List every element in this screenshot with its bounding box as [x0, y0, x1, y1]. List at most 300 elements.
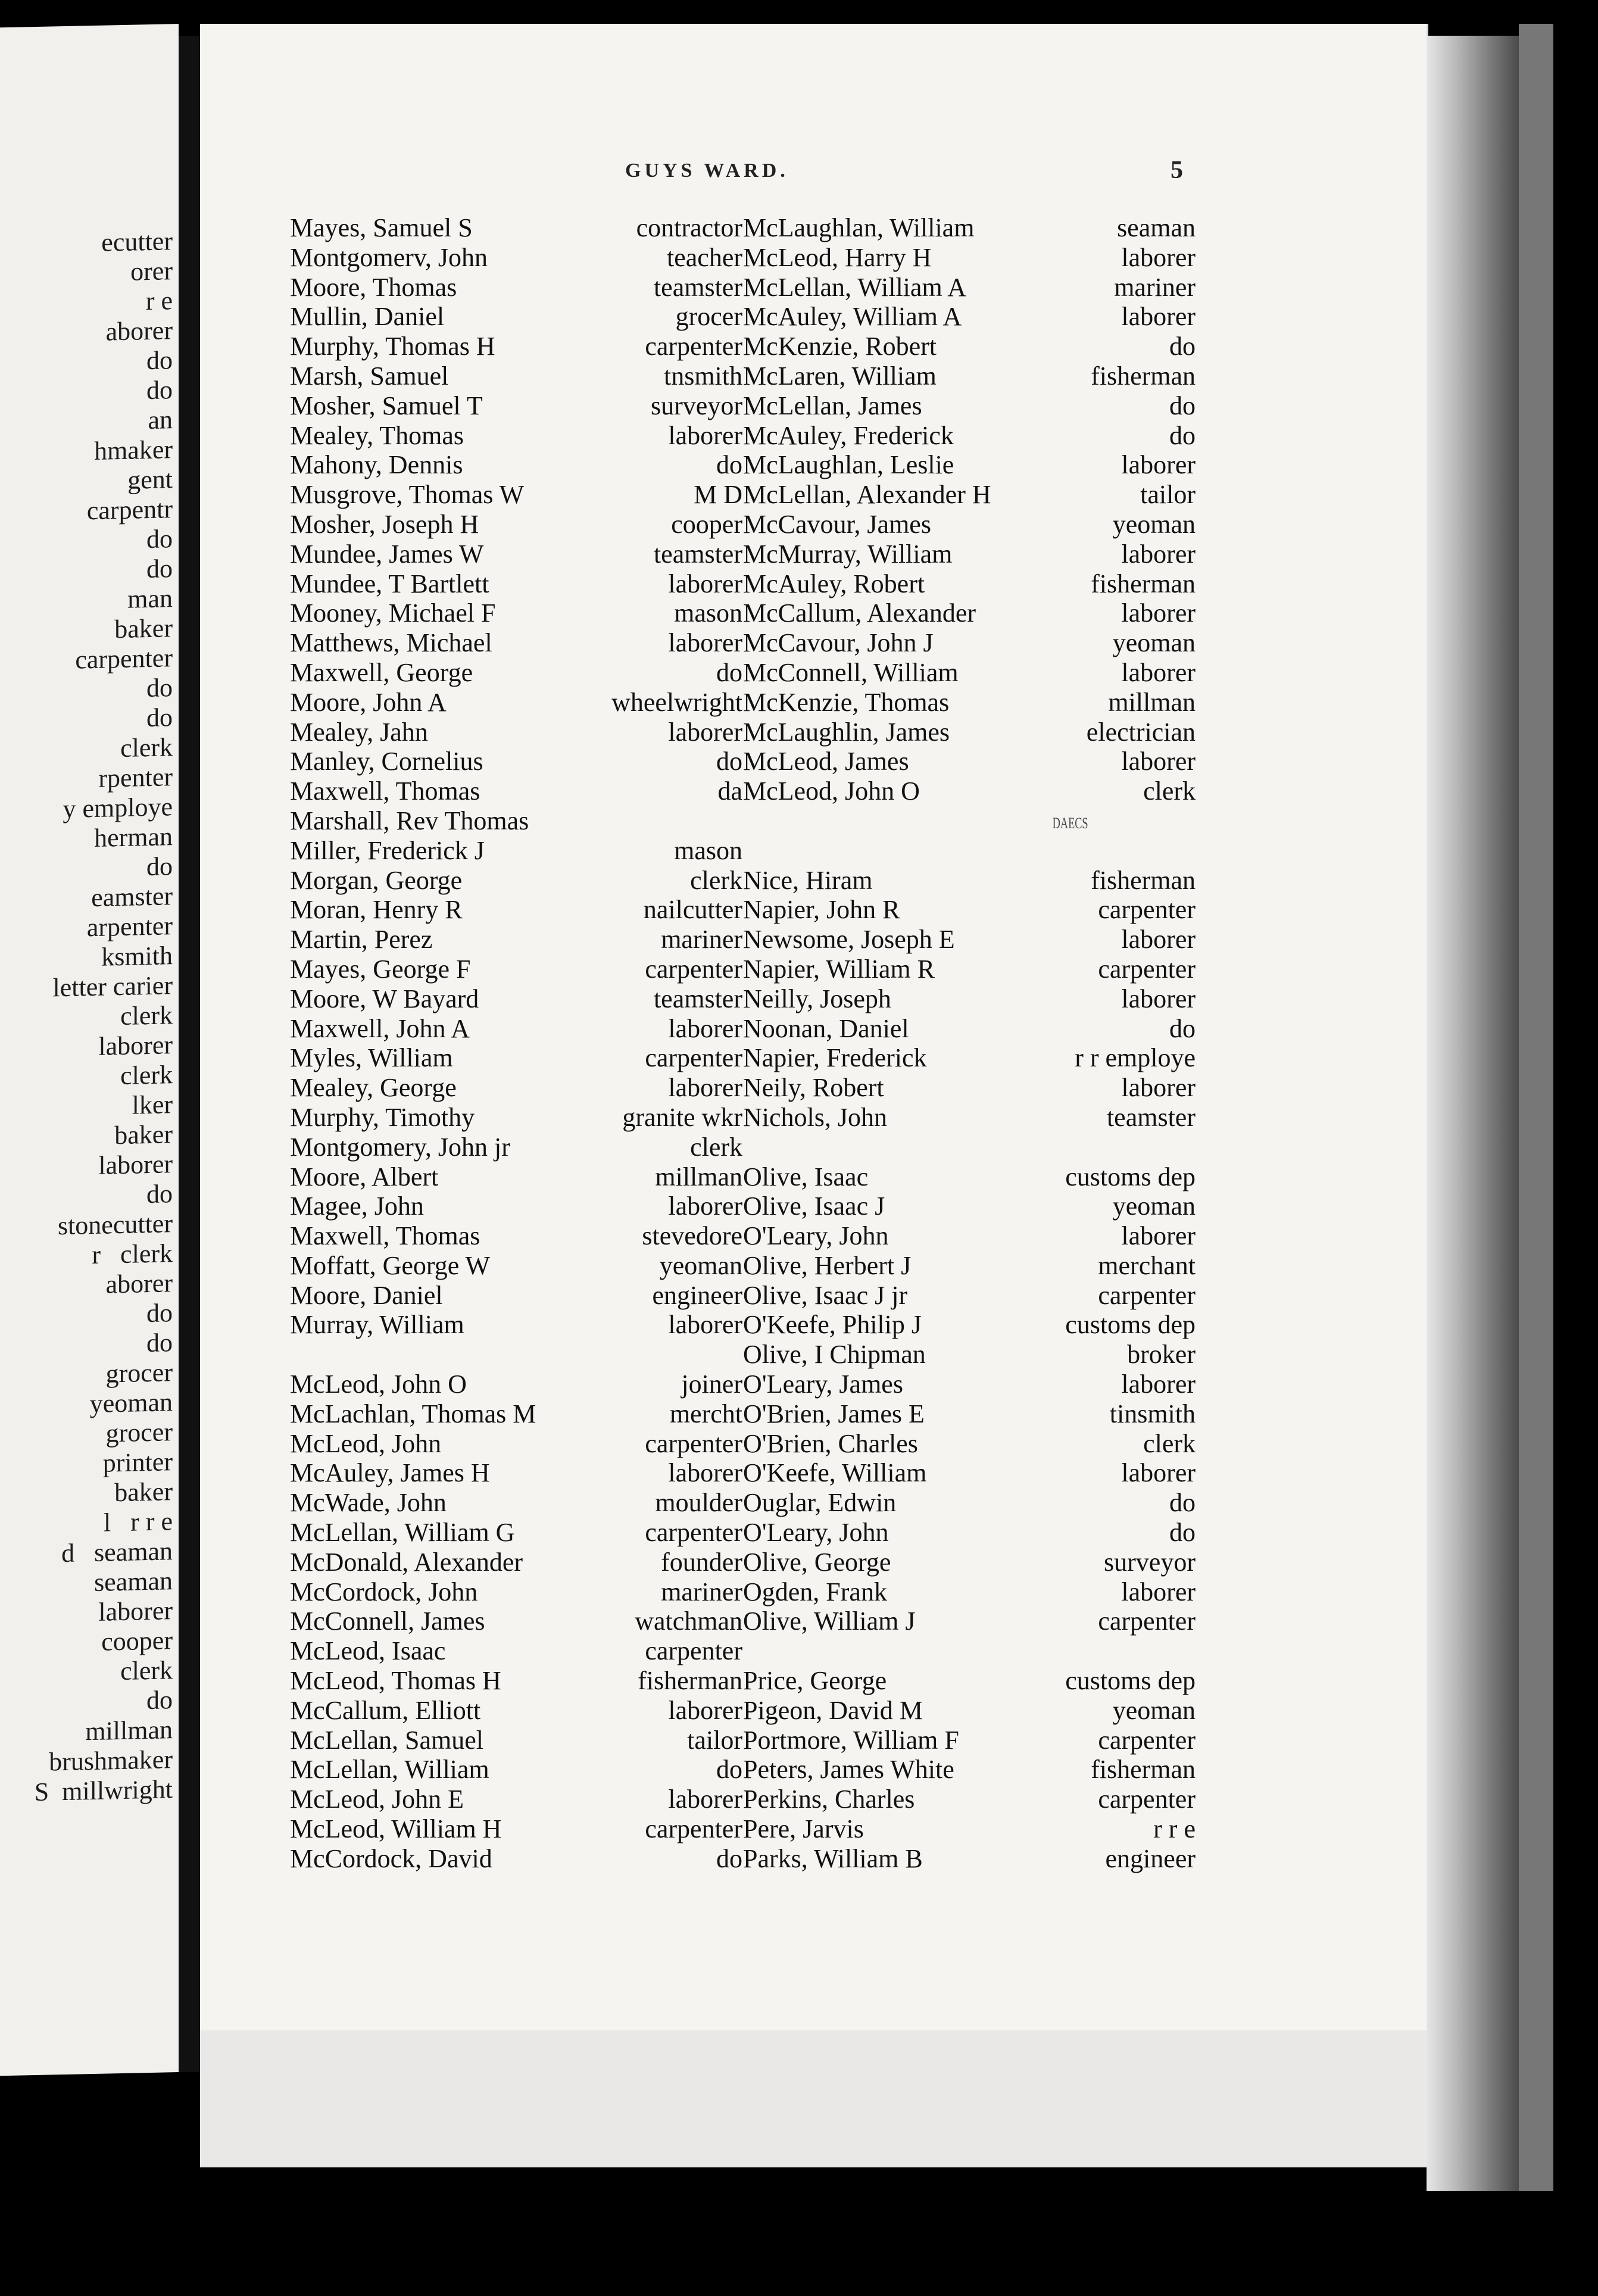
entry-occupation: tnsmith [663, 361, 742, 391]
entry-name: McLellan, William A [743, 272, 967, 302]
book-edge [1519, 24, 1553, 2191]
directory-entry [290, 925, 742, 954]
entry-occupation: do [716, 1755, 742, 1785]
directory-entry [743, 776, 1196, 806]
entry-name: Olive, I Chipman [743, 1340, 926, 1370]
entry-occupation: laborer [1121, 1458, 1196, 1488]
left-page-fragment: r clerk [92, 1239, 173, 1270]
entry-name: McLellan, Samuel [290, 1725, 484, 1755]
entry-occupation: cooper [671, 509, 742, 539]
directory-entry [290, 1844, 742, 1874]
directory-entry [290, 1281, 742, 1311]
entry-name: Montgomery, John jr [290, 1132, 510, 1162]
entry-occupation: carpenter [1098, 895, 1196, 925]
left-page-fragment: aborer [105, 1268, 173, 1299]
entry-occupation: laborer [668, 1013, 742, 1043]
entry-occupation: carpenter [1098, 1785, 1196, 1814]
entry-name: McLeod, Thomas H [290, 1666, 501, 1696]
directory-entry [743, 302, 1196, 332]
entry-occupation: tinsmith [1109, 1399, 1196, 1428]
entry-occupation: laborer [1121, 539, 1196, 569]
entry-name: Miller, Frederick J [290, 835, 485, 865]
left-page-fragment: clerk [120, 1060, 173, 1091]
entry-name: McCordock, John [290, 1577, 478, 1606]
left-page-fragment: aborer [105, 316, 173, 347]
directory-entry [743, 1014, 1196, 1044]
left-page-fragment: do [146, 703, 173, 733]
directory-entry [743, 1488, 1196, 1518]
entry-occupation: laborer [1121, 1370, 1196, 1399]
left-page-fragment: do [146, 345, 173, 376]
entry-occupation: customs dep [1065, 1162, 1196, 1191]
entry-occupation: merchant [1098, 1250, 1196, 1280]
entry-occupation: r r e [1153, 1814, 1196, 1844]
directory-entry [290, 1785, 742, 1814]
entry-occupation: mariner [661, 1577, 742, 1606]
entry-name: Murray, William [290, 1310, 464, 1340]
entry-name: Nichols, John [743, 1102, 887, 1132]
left-page-fragment: do [146, 1685, 173, 1715]
directory-entry [743, 895, 1196, 925]
entry-occupation: tailor [1140, 480, 1196, 510]
entry-occupation: founder [661, 1547, 742, 1577]
entry-name: Maxwell, George [290, 657, 473, 687]
directory-entry [743, 1191, 1196, 1221]
directory-entry [290, 1666, 742, 1696]
entry-occupation: grocer [675, 302, 742, 332]
left-page-fragment: laborer [98, 1030, 173, 1061]
entry-occupation: laborer [1121, 302, 1196, 332]
left-page-fragment: clerk [120, 732, 173, 763]
entry-occupation: carpenter [1098, 954, 1196, 984]
entry-occupation: clerk [690, 1132, 742, 1162]
directory-entry [290, 628, 742, 658]
left-page-fragment: ksmith [101, 941, 173, 972]
entry-occupation: laborer [668, 1695, 742, 1725]
entry-occupation: do [1169, 1488, 1196, 1518]
entry-occupation: carpenter [645, 1636, 742, 1666]
directory-entry [743, 510, 1196, 539]
directory-entry [290, 1636, 742, 1666]
directory-entry [743, 1399, 1196, 1429]
left-page-fragment: baker [114, 1119, 173, 1150]
entry-occupation: carpenter [645, 1043, 742, 1073]
entry-occupation: laborer [668, 1310, 742, 1340]
directory-entry [290, 1577, 742, 1607]
directory-entry [743, 243, 1196, 273]
entry-name: Mundee, T Bartlett [290, 569, 489, 598]
entry-name: Olive, Isaac [743, 1162, 869, 1191]
entry-name: Montgomerv, John [290, 242, 488, 272]
entry-occupation: yeoman [1112, 509, 1196, 539]
left-page-fragment: clerk [120, 1000, 173, 1031]
entry-name: Olive, Isaac J [743, 1191, 885, 1221]
directory-entry [290, 1340, 742, 1370]
entry-occupation: surveyor [1104, 1547, 1196, 1577]
directory-entry [743, 1458, 1196, 1488]
entry-occupation: mariner [1114, 272, 1196, 302]
directory-entry [290, 954, 742, 984]
entry-occupation: fisherman [1091, 1755, 1196, 1785]
directory-entry [290, 1429, 742, 1459]
directory-entry [743, 806, 1196, 836]
entry-name: McLellan, William G [290, 1518, 515, 1548]
entry-name: Ouglar, Edwin [743, 1488, 897, 1518]
left-page-fragment: printer [102, 1447, 173, 1478]
directory-entry [290, 866, 742, 896]
entry-occupation: yeoman [1112, 628, 1196, 658]
directory-entry [743, 1340, 1196, 1370]
entry-name: Neilly, Joseph [743, 984, 891, 1013]
entry-name: McLeod, John [290, 1428, 442, 1458]
entry-occupation: do [1169, 1013, 1196, 1043]
entry-occupation: carpenter [1098, 1725, 1196, 1755]
entry-occupation: carpenter [1098, 1280, 1196, 1310]
entry-occupation: do [716, 657, 742, 687]
entry-occupation: electrician [1086, 717, 1196, 747]
left-page-fragment: arpenter [86, 911, 173, 943]
entry-name: McCavour, John J [743, 628, 934, 658]
entry-occupation: clerk [1143, 776, 1196, 806]
entry-occupation: laborer [1121, 1073, 1196, 1103]
entry-occupation: nailcutter [643, 895, 742, 925]
left-page-fragment: carpentr [86, 494, 173, 526]
entry-occupation: laborer [668, 1073, 742, 1103]
entry-name: Mealey, Jahn [290, 717, 428, 747]
directory-entry [290, 1548, 742, 1577]
entry-occupation: do [1169, 420, 1196, 450]
entry-name: Mosher, Samuel T [290, 391, 483, 420]
entry-name: O'Leary, James [743, 1370, 903, 1399]
entry-name: McDonald, Alexander [290, 1547, 523, 1577]
directory-entry [290, 1814, 742, 1844]
entry-name: Olive, Isaac J jr [743, 1280, 908, 1310]
entry-name: O'Keefe, Philip J [743, 1310, 922, 1340]
page-edge-shadow [1427, 36, 1519, 2191]
directory-entry [743, 1281, 1196, 1311]
directory-entry [290, 273, 742, 302]
directory-entry [743, 1133, 1196, 1162]
directory-entry [743, 954, 1196, 984]
directory-entry [743, 1370, 1196, 1399]
left-page-fragment: man [127, 584, 173, 614]
directory-entry [290, 1133, 742, 1162]
entry-name: O'Brien, Charles [743, 1428, 918, 1458]
entry-name: McLachlan, Thomas M [290, 1399, 536, 1428]
directory-entry [743, 1162, 1196, 1192]
left-page-fragment: clerk [120, 1655, 173, 1686]
entry-occupation: laborer [668, 628, 742, 658]
entry-occupation: yeoman [1112, 1191, 1196, 1221]
entry-occupation: laborer [668, 1785, 742, 1814]
entry-occupation: yeoman [1112, 1695, 1196, 1725]
entry-name: Matthews, Michael [290, 628, 492, 658]
entry-occupation: do [1169, 391, 1196, 420]
entry-name: McLellan, William [290, 1755, 489, 1785]
entry-name: Marsh, Samuel [290, 361, 449, 391]
left-page-fragment: brushmaker [49, 1745, 173, 1777]
directory-entry [290, 658, 742, 688]
directory-entry [743, 480, 1196, 510]
left-page-fragment: l r r e [103, 1506, 173, 1537]
left-page-fragment: do [146, 554, 173, 584]
directory-entry [290, 1726, 742, 1755]
left-page-fragment: yeoman [89, 1387, 173, 1419]
left-page-fragment: do [146, 524, 173, 554]
left-page-fragment: grocer [105, 1417, 173, 1448]
directory-entry [743, 213, 1196, 243]
entry-occupation: mason [674, 835, 742, 865]
entry-occupation: laborer [668, 569, 742, 598]
left-page-fragment: millman [85, 1715, 173, 1746]
entry-occupation: laborer [1121, 1221, 1196, 1251]
entry-name: Myles, William [290, 1043, 453, 1073]
directory-entry [743, 747, 1196, 776]
directory-entry [743, 1043, 1196, 1073]
entry-occupation: do [1169, 1518, 1196, 1548]
directory-entry [290, 510, 742, 539]
directory-entry [290, 332, 742, 361]
entry-name: Napier, John R [743, 895, 900, 925]
directory-entry [290, 302, 742, 332]
left-page-fragment: an [148, 405, 173, 435]
entry-occupation: laborer [668, 420, 742, 450]
directory-entry [290, 421, 742, 451]
directory-entry [743, 539, 1196, 569]
entry-occupation: clerk [690, 865, 742, 895]
entry-occupation: carpenter [1098, 1606, 1196, 1636]
entry-occupation: seaman [1117, 213, 1196, 242]
directory-entry [290, 391, 742, 421]
entry-name: O'Keefe, William [743, 1458, 927, 1488]
entry-name: McLellan, James [743, 391, 922, 420]
directory-entry [290, 1488, 742, 1518]
entry-occupation: mariner [661, 925, 742, 954]
directory-entry [290, 1103, 742, 1133]
entry-name: Mullin, Daniel [290, 302, 445, 332]
directory-entry [743, 866, 1196, 896]
entry-occupation: millman [655, 1162, 742, 1191]
directory-entry [743, 628, 1196, 658]
entry-occupation: teamster [653, 272, 742, 302]
directory-entry [743, 598, 1196, 628]
left-page-fragment: ecutter [101, 226, 173, 257]
entry-occupation: customs dep [1065, 1310, 1196, 1340]
entry-occupation: clerk [1143, 1428, 1196, 1458]
page-bottom-margin [200, 2030, 1427, 2167]
entry-name: Maxwell, John A [290, 1013, 470, 1043]
directory-entry [743, 421, 1196, 451]
entry-occupation: mason [674, 598, 742, 628]
entry-occupation: laborer [1121, 657, 1196, 687]
entry-occupation: laborer [668, 717, 742, 747]
entry-occupation: surveyor [651, 391, 742, 420]
entry-name: McConnell, William [743, 657, 959, 687]
entry-name: McMurray, William [743, 539, 953, 569]
directory-entry [290, 539, 742, 569]
directory-entry [290, 1043, 742, 1073]
entry-name: McLeod, John O [743, 776, 920, 806]
directory-entry [743, 1310, 1196, 1340]
entry-occupation: do [716, 1843, 742, 1873]
left-page-fragment: carpenter [75, 643, 173, 675]
entry-name: McAuley, William A [743, 302, 962, 332]
entry-name: McAuley, Frederick [743, 420, 954, 450]
entry-occupation: carpenter [645, 1518, 742, 1548]
left-page-fragment: gent [127, 464, 173, 495]
directory-entry [743, 688, 1196, 718]
directory-entry [743, 1577, 1196, 1607]
directory-entry [743, 1429, 1196, 1459]
entry-name: Price, George [743, 1666, 887, 1696]
directory-entry [290, 776, 742, 806]
entry-name: Martin, Perez [290, 925, 433, 954]
entry-occupation: laborer [1121, 598, 1196, 628]
entry-name: McAuley, Robert [743, 569, 925, 598]
directory-entry [290, 1073, 742, 1103]
entry-occupation: contractor [636, 213, 742, 242]
directory-entry [290, 895, 742, 925]
directory-entry [743, 1755, 1196, 1785]
entry-name: Neily, Robert [743, 1073, 884, 1103]
entry-occupation: engineer [1105, 1843, 1196, 1873]
entry-occupation: millman [1108, 687, 1196, 717]
directory-entry [743, 1844, 1196, 1874]
left-page-fragment: r e [145, 286, 173, 316]
directory-entry [290, 747, 742, 776]
left-page-fragment: stonecutter [57, 1209, 173, 1241]
entry-occupation: laborer [668, 1191, 742, 1221]
entry-occupation: carpenter [645, 954, 742, 984]
directory-entry [743, 1548, 1196, 1577]
entry-name: McAuley, James H [290, 1458, 490, 1488]
directory-entry [290, 1014, 742, 1044]
entry-occupation: r r employe [1075, 1043, 1196, 1073]
left-page-fragment: baker [114, 613, 173, 644]
entry-occupation: do [716, 450, 742, 480]
left-page-fragment: letter carier [52, 971, 173, 1003]
entry-name: Moore, Daniel [290, 1280, 443, 1310]
entry-occupation: fisherman [1091, 361, 1196, 391]
directory-entry [743, 273, 1196, 302]
left-page-fragment: baker [114, 1477, 173, 1508]
left-page-fragment: grocer [105, 1358, 173, 1389]
entry-occupation: laborer [1121, 925, 1196, 954]
entry-name: Olive, William J [743, 1606, 916, 1636]
entry-occupation: teamster [1106, 1102, 1196, 1132]
left-page-fragment: herman [94, 822, 173, 853]
entry-occupation: mercht [669, 1399, 742, 1428]
entry-occupation: M D [694, 480, 742, 510]
directory-column-1 [290, 213, 742, 1874]
directory-entry [290, 450, 742, 480]
directory-entry [290, 1696, 742, 1726]
entry-name: Mundee, James W [290, 539, 484, 569]
entry-name: McCordock, David [290, 1843, 492, 1873]
entry-name: Mosher, Joseph H [290, 509, 479, 539]
entry-occupation: teacher [667, 242, 742, 272]
entry-name: O'Leary, John [743, 1221, 889, 1251]
left-page-fragment: laborer [98, 1596, 173, 1627]
entry-occupation: watchman [635, 1606, 742, 1636]
entry-occupation: da [717, 776, 742, 806]
left-page-fragment: do [146, 1179, 173, 1209]
directory-entry [290, 984, 742, 1014]
left-page [0, 24, 179, 2076]
left-page-fragment: seaman [94, 1566, 173, 1597]
entry-name: Peters, James White [743, 1755, 954, 1785]
entry-name: McLeod, John E [290, 1785, 464, 1814]
entry-occupation: teamster [653, 984, 742, 1013]
entry-name: Perkins, Charles [743, 1785, 915, 1814]
directory-entry [743, 1785, 1196, 1814]
entry-name: O'Leary, John [743, 1518, 889, 1548]
left-page-fragment: cooper [101, 1626, 173, 1657]
entry-occupation: carpenter [645, 1428, 742, 1458]
directory-entry [743, 1251, 1196, 1281]
entry-name: Maxwell, Thomas [290, 1221, 480, 1251]
directory-entry [290, 1399, 742, 1429]
entry-occupation: fisherman [1091, 569, 1196, 598]
directory-entry [290, 243, 742, 273]
left-page-fragment: eamster [91, 881, 173, 913]
entry-occupation: yeoman [659, 1250, 742, 1280]
entry-name: McLaren, William [743, 361, 937, 391]
entry-name: Musgrove, Thomas W [290, 480, 525, 510]
entry-occupation: do [716, 747, 742, 776]
entry-occupation: laborer [1121, 1577, 1196, 1606]
entry-name: McConnell, James [290, 1606, 485, 1636]
entry-name: Parks, William B [743, 1843, 923, 1873]
entry-name: McWade, John [290, 1488, 447, 1518]
directory-entry [290, 1458, 742, 1488]
entry-occupation: laborer [1121, 450, 1196, 480]
entry-name: O'Brien, James E [743, 1399, 925, 1428]
left-page-fragment: do [146, 375, 173, 405]
left-page-fragment: orer [130, 256, 173, 286]
directory-entry [743, 1666, 1196, 1696]
entry-name: Napier, William R [743, 954, 935, 984]
entry-name: Manley, Cornelius [290, 747, 483, 776]
entry-name: Mealey, George [290, 1073, 457, 1103]
directory-entry [290, 1251, 742, 1281]
directory-entry [290, 1191, 742, 1221]
directory-entry [290, 836, 742, 866]
entry-occupation: customs dep [1065, 1666, 1196, 1696]
directory-entry [290, 1518, 742, 1548]
left-page-fragment: do [146, 851, 173, 882]
entry-name: McCallum, Elliott [290, 1695, 481, 1725]
directory-entry [290, 1310, 742, 1340]
directory-entry [743, 718, 1196, 747]
entry-name: Mayes, George F [290, 954, 471, 984]
entry-occupation: engineer [652, 1280, 742, 1310]
entry-name: Mealey, Thomas [290, 420, 464, 450]
directory-entry [290, 688, 742, 718]
directory-entry [290, 1162, 742, 1192]
entry-occupation: wheelwright [611, 687, 742, 717]
entry-occupation: laborer [1121, 242, 1196, 272]
directory-entry [743, 450, 1196, 480]
left-page-fragment: laborer [98, 1149, 173, 1180]
entry-name: McLeod, James [743, 747, 909, 776]
entry-name: Napier, Frederick [743, 1043, 927, 1073]
entry-name: Pere, Jarvis [743, 1814, 864, 1844]
directory-entry [290, 213, 742, 243]
left-page-fragment: hmaker [94, 435, 173, 466]
entry-name: Morgan, George [290, 865, 463, 895]
directory-entry [290, 480, 742, 510]
